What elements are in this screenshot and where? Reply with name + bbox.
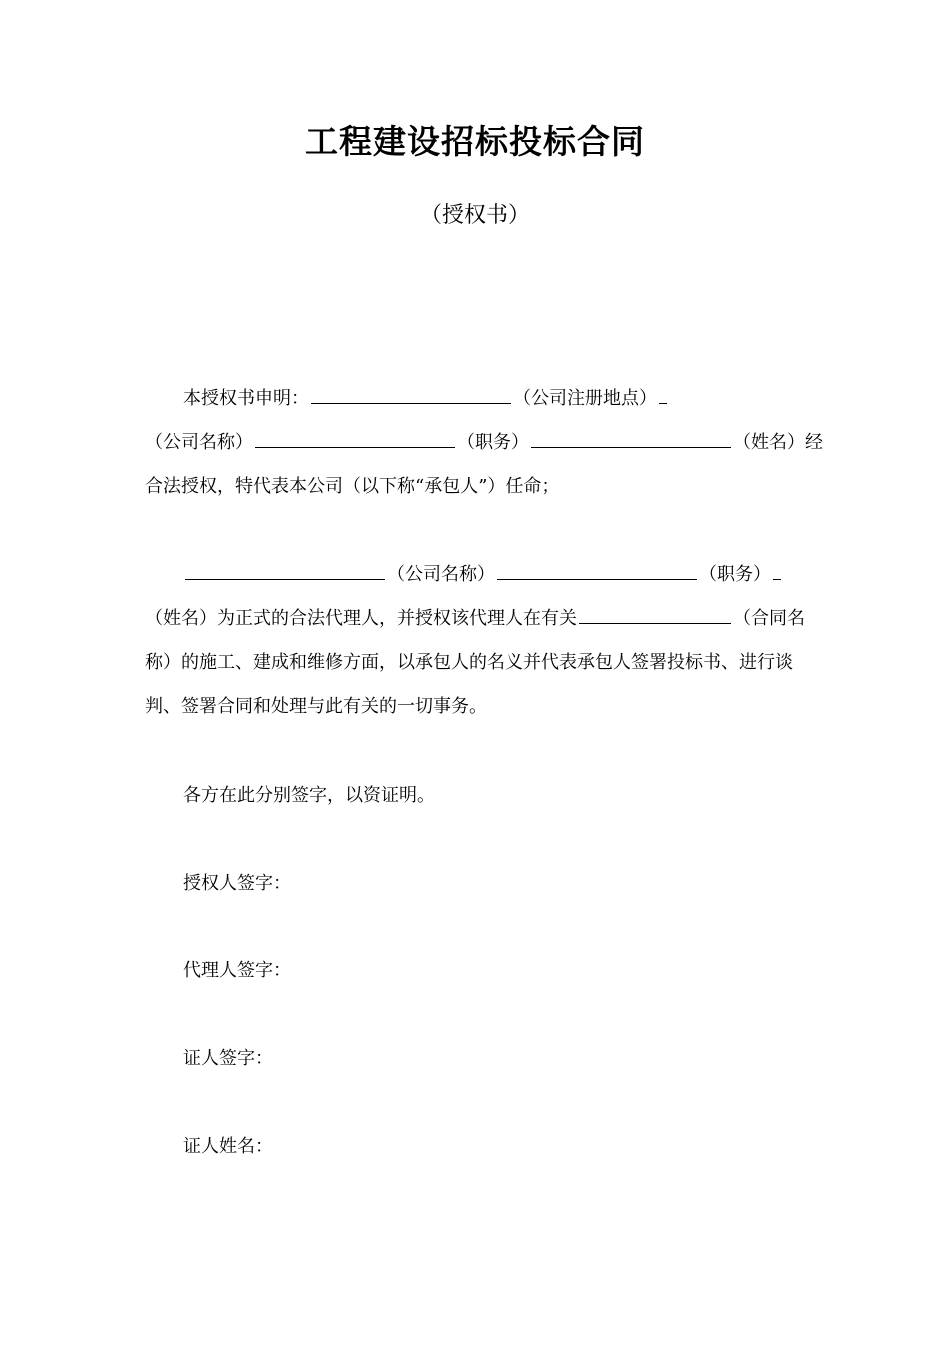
- para1-line3: 合法授权，特代表本公司（以下称“承包人”）任命；: [145, 476, 560, 497]
- para1-line2-label2: （职务）: [457, 432, 529, 453]
- para2-line2-end: （合同名: [733, 608, 805, 629]
- para1-line1-label: （公司注册地点）: [513, 388, 657, 409]
- blank-field[interactable]: [185, 562, 385, 580]
- blank-field[interactable]: [255, 430, 455, 448]
- blank-field[interactable]: [531, 430, 731, 448]
- para1-line1-start: 本授权书申明：: [183, 388, 309, 409]
- para2-line1: [183, 562, 783, 588]
- blank-field[interactable]: [659, 386, 667, 404]
- witness-statement: 各方在此分别签字，以资证明。: [183, 785, 435, 806]
- document-subtitle: （授权书）: [419, 203, 530, 228]
- witness-name-label: 证人姓名：: [183, 1136, 273, 1157]
- para1-line2: [145, 430, 823, 456]
- blank-field[interactable]: [311, 386, 511, 404]
- blank-field[interactable]: [579, 606, 731, 624]
- para2-line2-start: （姓名）为正式的合法代理人，并授权该代理人在有关: [145, 608, 577, 629]
- authorizer-signature-label: 授权人签字：: [183, 873, 291, 894]
- agent-signature-label: 代理人签字：: [183, 960, 291, 981]
- para2-line2: [145, 606, 805, 632]
- document-title: 工程建设招标投标合同: [305, 122, 645, 161]
- para1-line2-label1: （公司名称）: [145, 432, 253, 453]
- para2-line1-label2: （职务）: [699, 564, 771, 585]
- para2-line4: 判、签署合同和处理与此有关的一切事务。: [145, 696, 487, 717]
- blank-field[interactable]: [497, 562, 697, 580]
- para1-line2-label3: （姓名）经: [733, 432, 823, 453]
- para2-line1-label1: （公司名称）: [387, 564, 495, 585]
- witness-signature-label: 证人签字：: [183, 1048, 273, 1069]
- para1-line1: [183, 386, 669, 412]
- para2-line3: 称）的施工、建成和维修方面，以承包人的名义并代表承包人签署投标书、进行谈: [145, 652, 793, 673]
- blank-field[interactable]: [773, 562, 781, 580]
